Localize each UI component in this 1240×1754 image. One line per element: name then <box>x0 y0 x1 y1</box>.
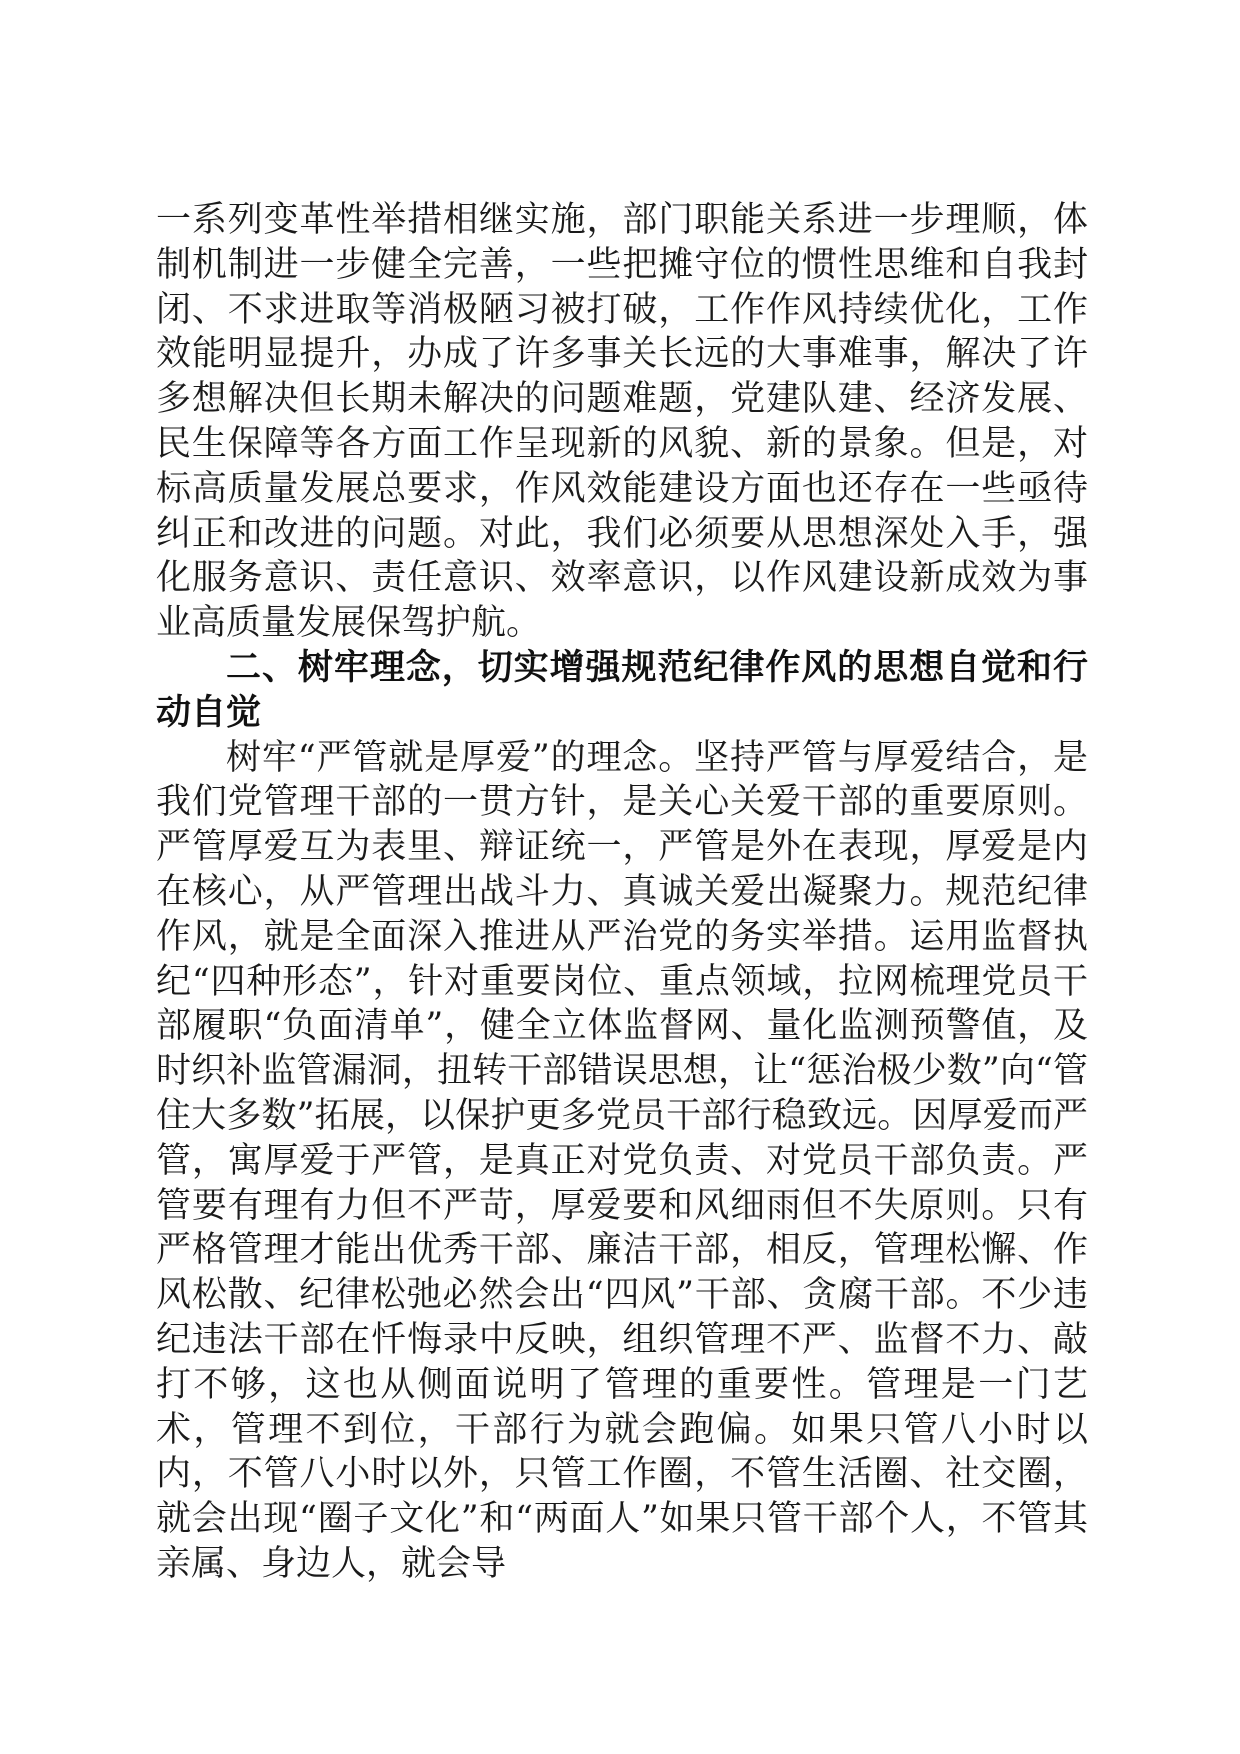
section-heading: 二、树牢理念，切实增强规范纪律作风的思想自觉和行动自觉 <box>156 647 1088 733</box>
document-body <box>156 198 1088 1587</box>
paragraph-body: 树牢“严管就是厚爱”的理念。坚持严管与厚爱结合，是我们党管理干部的一贯方针，是关心关爱干部的重要原则。严管厚爱互为表里、辩证统一，严管是外在表现，厚爱是内在核心，从严管理出战斗力、真诚关爱出凝聚力。规范纪律作风，就是全面深入推进从严治党的务实举措。运用监督执纪“四种形态”，针对重要岗位、重点领域，拉网梳理党员干部履职“负面清单”，健全立体监督网、量化监测预警值，及时织补监管漏洞，扭转干部错误思想，让“惩治极少数”向“管住大多数”拓展，以保护更多党员干部行稳致远。因厚爱而严管，寓厚爱于严管，是真正对党负责、对党员干部负责。严管要有理有力但不严苛，厚爱要和风细雨但不失原则。只有严格管理才能出优秀干部、廉洁干部，相反，管理松懈、作风松散、纪律松弛必然会出“四风”干部、贪腐干部。不少违纪违法干部在忏悔录中反映，组织管理不严、监督不力、敲打不够，这也从侧面说明了管理的重要性。管理是一门艺术，管理不到位，干部行为就会跑偏。如果只管八小时以内，不管八小时以外，只管工作圈，不管生活圈、社交圈，就会出现“圈子文化”和“两面人”如果只管干部个人，不管其亲属、身边人，就会导 <box>156 737 1088 1584</box>
paragraph-continuation: 一系列变革性举措相继实施，部门职能关系进一步理顺，体制机制进一步健全完善，一些把摊守位的惯性思维和自我封闭、不求进取等消极陋习被打破，工作作风持续优化，工作效能明显提升，办成了许多事关长远的大事难事，解决了许多想解决但长期未解决的问题难题，党建队建、经济发展、民生保障等各方面工作呈现新的风貌、新的景象。但是，对标高质量发展总要求，作风效能建设方面也还存在一些亟待纠正和改进的问题。对此，我们必须要从思想深处入手，强化服务意识、责任意识、效率意识，以作风建设新成效为事业高质量发展保驾护航。 <box>156 200 1088 644</box>
